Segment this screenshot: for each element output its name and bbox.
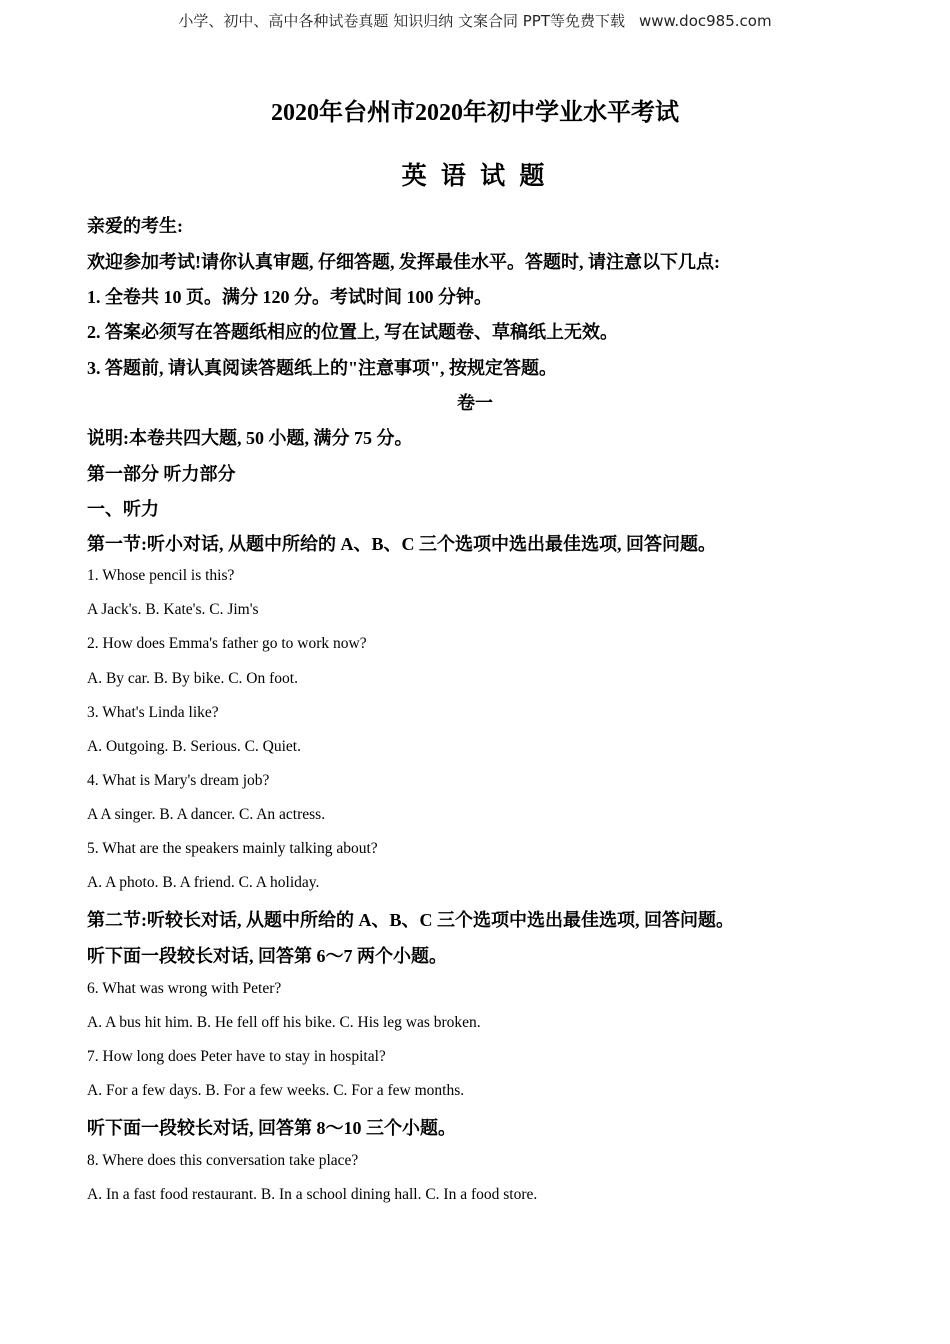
exam-title: 2020年台州市2020年初中学业水平考试 [271,100,679,126]
question-5-options: A. A photo. B. A friend. C. A holiday. [87,874,320,891]
explanation: 说明:本卷共四大题, 50 小题, 满分 75 分。 [87,428,413,448]
question-8-options: A. In a fast food restaurant. B. In a school dining hall. C. In a food store. [87,1186,538,1203]
question-3-options: A. Outgoing. B. Serious. C. Quiet. [87,738,301,755]
question-2: 2. How does Emma's father go to work now? [87,635,367,652]
question-4: 4. What is Mary's dream job? [87,772,270,789]
note-2: 2. 答案必须写在答题纸相应的位置上, 写在试题卷、草稿纸上无效。 [87,322,618,342]
exam-subtitle: 英 语 试 题 [401,163,549,190]
header-site: www.doc985.com [638,12,772,30]
question-6-options: A. A bus hit him. B. He fell off his bike. C. His leg was broken. [87,1014,481,1031]
question-6: 6. What was wrong with Peter? [87,980,282,997]
question-2-options: A. By car. B. By bike. C. On foot. [87,670,298,687]
question-4-options: A A singer. B. A dancer. C. An actress. [87,806,326,823]
note-3: 3. 答题前, 请认真阅读答题纸上的"注意事项", 按规定答题。 [87,358,557,378]
page-header [0,10,950,31]
section-1-heading: 一、听力 [87,499,159,519]
intro: 欢迎参加考试!请你认真审题, 仔细答题, 发挥最佳水平。答题时, 请注意以下几点: [87,252,720,272]
question-5: 5. What are the speakers mainly talking about? [87,840,378,857]
instruction-q6-7: 听下面一段较长对话, 回答第 6～7 两个小题。 [87,946,447,966]
question-1: 1. Whose pencil is this? [87,567,235,584]
part-1-heading: 第一部分 听力部分 [87,464,236,484]
header-text: 小学、初中、高中各种试卷真题 知识归纳 文案合同 PPT等免费下载 [178,12,625,30]
question-7-options: A. For a few days. B. For a few weeks. C. For a few months. [87,1082,465,1099]
question-1-options: A Jack's. B. Kate's. C. Jim's [87,601,259,618]
subsection-1-instructions: 第一节:听小对话, 从题中所给的 A、B、C 三个选项中选出最佳选项, 回答问题。 [87,534,716,554]
question-7: 7. How long does Peter have to stay in hospital? [87,1048,386,1065]
subsection-2-instructions: 第二节:听较长对话, 从题中所给的 A、B、C 三个选项中选出最佳选项, 回答问题。 [87,910,734,930]
instruction-q8-10: 听下面一段较长对话, 回答第 8～10 三个小题。 [87,1118,456,1138]
note-1: 1. 全卷共 10 页。满分 120 分。考试时间 100 分钟。 [87,287,492,307]
greeting: 亲爱的考生: [87,216,183,236]
volume-label: 卷一 [457,393,493,413]
question-8: 8. Where does this conversation take place? [87,1152,359,1169]
question-3: 3. What's Linda like? [87,704,219,721]
